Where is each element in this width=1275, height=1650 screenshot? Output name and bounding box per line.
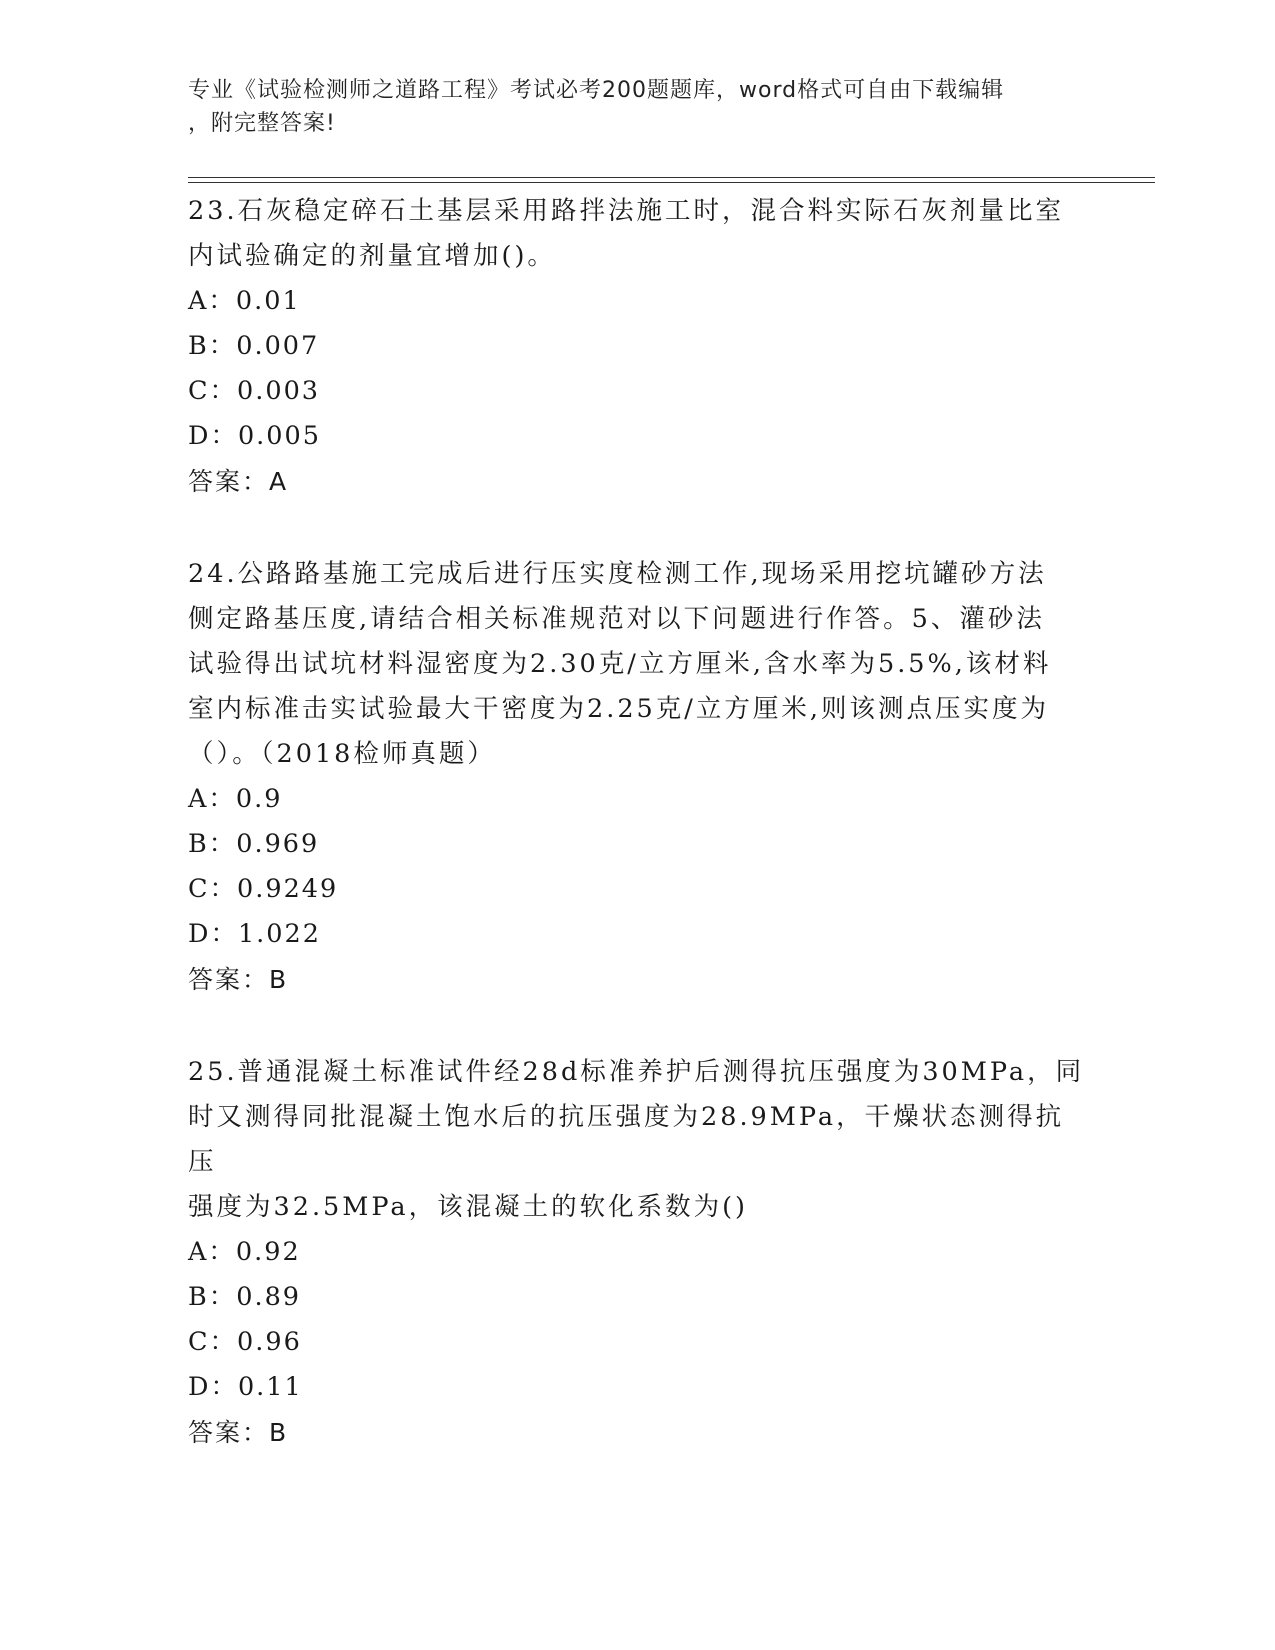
- option-c: C：0.003: [188, 376, 321, 406]
- option-a: A：0.01: [188, 286, 301, 316]
- header-divider-bottom: [188, 182, 1155, 183]
- header-divider-top: [188, 177, 1155, 178]
- answer-line: 答案：A: [188, 467, 289, 496]
- answer-line: 答案：B: [188, 965, 289, 994]
- option-a: A：0.92: [188, 1237, 301, 1267]
- stem-line: 时又测得同批混凝土饱水后的抗压强度为28.9MPa，干燥状态测得抗压: [188, 1102, 1065, 1177]
- question-23: [188, 189, 1088, 504]
- header-intro-line-1: 专业《试验检测师之道路工程》考试必考200题题库，word格式可自由下载编辑: [188, 78, 1005, 103]
- question-stem: [188, 1050, 1088, 1230]
- question-stem: [188, 189, 1088, 279]
- option-a: A：0.9: [188, 784, 283, 814]
- option-b: B：0.969: [188, 829, 320, 859]
- document-header: [188, 74, 1068, 140]
- option-c: C：0.96: [188, 1327, 302, 1357]
- option-d: D：0.11: [188, 1372, 303, 1402]
- stem-line: 25.普通混凝土标准试件经28d标准养护后测得抗压强度为30MPa，同: [188, 1057, 1085, 1087]
- option-b: B：0.89: [188, 1282, 302, 1312]
- stem-line: 侧定路基压度,请结合相关标准规范对以下问题进行作答。5、灌砂法: [188, 604, 1045, 634]
- stem-line: （）。（2018检师真题）: [188, 739, 496, 769]
- stem-line: 内试验确定的剂量宜增加()。: [188, 241, 556, 271]
- stem-line: 试验得出试坑材料湿密度为2.30克/立方厘米,含水率为5.5%,该材料: [188, 649, 1052, 679]
- stem-line: 室内标准击实试验最大干密度为2.25克/立方厘米,则该测点压实度为: [188, 694, 1049, 724]
- question-25: [188, 1050, 1088, 1455]
- option-c: C：0.9249: [188, 874, 339, 904]
- question-24: [188, 552, 1088, 1002]
- option-d: D：1.022: [188, 919, 321, 949]
- option-d: D：0.005: [188, 421, 321, 451]
- question-stem: [188, 552, 1088, 777]
- stem-line: 24.公路路基施工完成后进行压实度检测工作,现场采用挖坑罐砂方法: [188, 559, 1047, 589]
- answer-line: 答案：B: [188, 1418, 289, 1447]
- stem-line: 强度为32.5MPa，该混凝土的软化系数为(): [188, 1192, 749, 1222]
- option-b: B：0.007: [188, 331, 320, 361]
- stem-line: 23.石灰稳定碎石土基层采用路拌法施工时，混合料实际石灰剂量比室: [188, 196, 1065, 226]
- header-intro-line-2: ，附完整答案!: [188, 111, 336, 136]
